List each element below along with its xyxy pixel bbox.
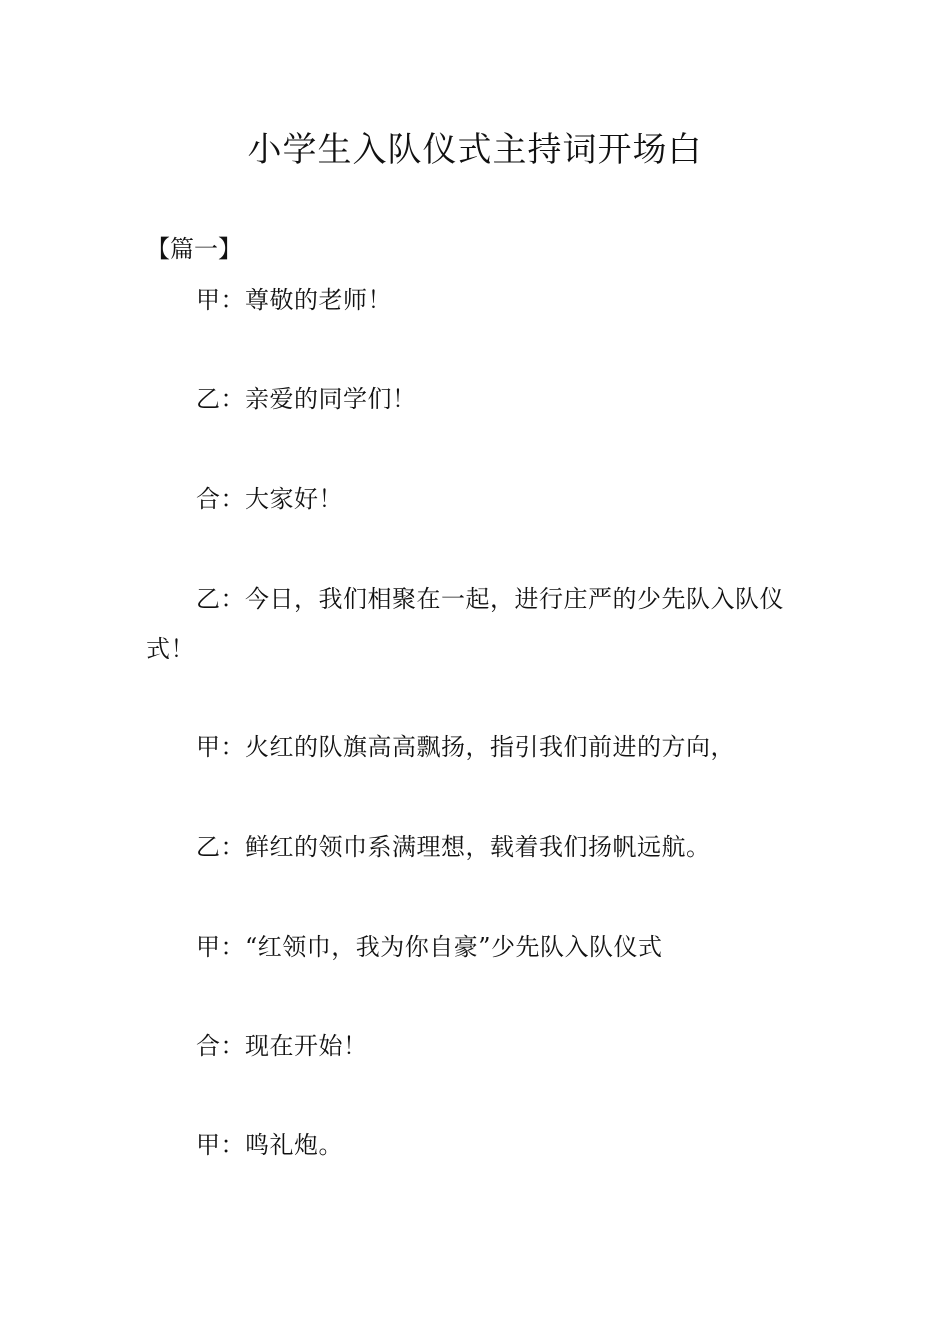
paragraph-line: 乙：亲爱的同学们！ [196,385,417,413]
section-label: 【篇一】 [146,235,242,263]
paragraph-line: 合：大家好！ [196,485,343,513]
paragraph-line: 合：现在开始！ [196,1032,368,1060]
paragraph-line: 甲：鸣礼炮。 [196,1131,343,1159]
paragraph-line: 甲：火红的队旗高高飘扬，指引我们前进的方向， [196,733,735,761]
paragraph-line: 乙：鲜红的领巾系满理想，载着我们扬帆远航。 [196,833,711,861]
document-title: 小学生入队仪式主持词开场白 [247,130,703,170]
paragraph-line: 甲：“红领巾，我为你自豪”少先队入队仪式 [196,933,663,961]
paragraph-line: 乙：今日，我们相聚在一起，进行庄严的少先队入队仪式！ [146,585,784,663]
paragraph-line: 甲：尊敬的老师！ [196,286,392,314]
